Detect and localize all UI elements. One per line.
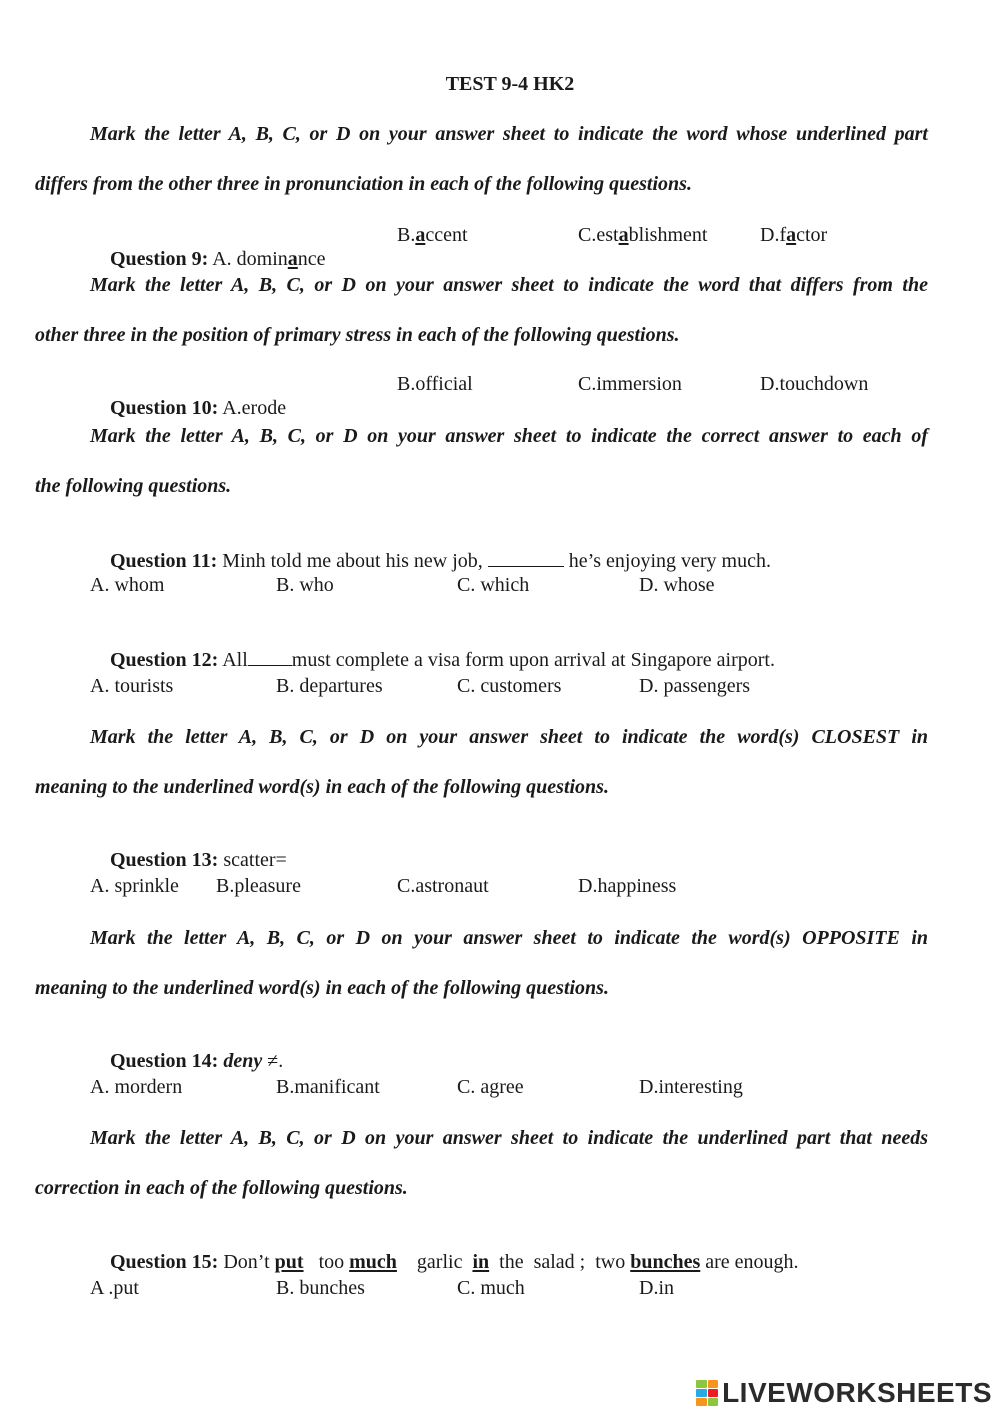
q12-option-c[interactable]: C. customers: [457, 675, 562, 697]
q9-option-d-pre: D.f: [760, 224, 787, 246]
q9-option-b-pre: B.: [397, 224, 416, 246]
instruction-opposite-line1: Mark the letter A, B, C, or D on your answer sheet to indicate the word(s) OPPOSITE in: [90, 927, 928, 949]
q14-option-c[interactable]: C. agree: [457, 1076, 524, 1098]
instruction-correction-line2: correction in each of the following questions.: [35, 1177, 408, 1199]
q9-option-b-post: ccent: [425, 224, 468, 246]
q15-text-2: too: [303, 1251, 350, 1273]
q11-option-c[interactable]: C. which: [457, 574, 530, 596]
q15-text-5: are enough.: [700, 1251, 799, 1273]
q10-option-c[interactable]: C.immersion: [578, 373, 682, 395]
q12-stem-pre: All: [218, 649, 248, 671]
q15-underlined-a: put: [274, 1251, 304, 1273]
q9-option-d-underlined: a: [786, 224, 797, 246]
question-14-label: Question 14:: [110, 1050, 219, 1072]
instruction-stress-line1: Mark the letter A, B, C, or D on your answer sheet to indicate the word that differs from the: [90, 274, 928, 296]
question-11-label: Question 11:: [110, 550, 218, 572]
page-title: TEST 9-4 HK2: [445, 73, 575, 95]
q9-option-a-underlined: a: [287, 248, 298, 270]
q9-option-d-post: ctor: [796, 224, 828, 246]
instruction-closest-line1: Mark the letter A, B, C, or D on your answer sheet to indicate the word(s) CLOSEST in: [90, 726, 928, 748]
q10-option-d[interactable]: D.touchdown: [760, 373, 869, 395]
instruction-correct-answer-line2: the following questions.: [35, 475, 232, 497]
q9-option-d[interactable]: [760, 223, 827, 247]
instruction-correction-line1: Mark the letter A, B, C, or D on your answer sheet to indicate the underlined part that needs: [90, 1127, 928, 1149]
q9-option-c[interactable]: [578, 223, 707, 247]
q12-answer-blank[interactable]: [248, 647, 292, 666]
q14-option-d[interactable]: D.interesting: [639, 1076, 743, 1098]
q11-answer-blank[interactable]: [488, 548, 564, 567]
q9-option-a-post: nce: [297, 248, 326, 270]
liveworksheets-logo-icon: [696, 1380, 718, 1406]
q15-underlined-b: bunches: [630, 1251, 701, 1273]
q15-option-d[interactable]: D.in: [639, 1277, 674, 1299]
q9-option-b[interactable]: [397, 223, 468, 247]
instruction-pronunciation-line2: differs from the other three in pronunciation in each of the following questions.: [35, 173, 692, 195]
question-9-label: Question 9:: [110, 248, 209, 270]
question-10-label: Question 10:: [110, 397, 219, 419]
instruction-stress-line2: other three in the position of primary stress in each of the following questions.: [35, 324, 680, 346]
liveworksheets-logo: [696, 1377, 992, 1409]
q14-stem-rest: ≠.: [262, 1050, 284, 1072]
q15-option-b[interactable]: B. bunches: [276, 1277, 365, 1299]
q9-option-c-underlined: a: [618, 224, 629, 246]
q13-stem: scatter=: [218, 849, 287, 871]
q12-option-b[interactable]: B. departures: [276, 675, 383, 697]
question-15: [90, 1226, 799, 1298]
q9-option-c-post: blishment: [628, 224, 708, 246]
q12-option-d[interactable]: D. passengers: [639, 675, 751, 697]
q11-option-d[interactable]: D. whose: [639, 574, 715, 596]
q14-option-b[interactable]: B.manificant: [276, 1076, 380, 1098]
q14-stem-word: deny: [218, 1050, 263, 1072]
q15-text-1: Don’t: [218, 1251, 275, 1273]
q11-stem-pre: Minh told me about his new job,: [217, 550, 488, 572]
question-12-label: Question 12:: [110, 649, 219, 671]
q11-option-a[interactable]: A. whom: [90, 574, 165, 596]
q11-stem-post: he’s enjoying very much.: [563, 550, 771, 572]
q15-text-4: the salad ; two: [489, 1251, 631, 1273]
q13-option-d[interactable]: D.happiness: [578, 875, 677, 897]
q15-text-3: garlic: [396, 1251, 473, 1273]
q15-underlined-d: in: [472, 1251, 490, 1273]
instruction-opposite-line2: meaning to the underlined word(s) in each of the following questions.: [35, 977, 609, 999]
q13-option-b[interactable]: B.pleasure: [216, 875, 301, 897]
instruction-closest-line2: meaning to the underlined word(s) in each of the following questions.: [35, 776, 609, 798]
q14-option-a[interactable]: A. mordern: [90, 1076, 183, 1098]
q13-option-a[interactable]: A. sprinkle: [90, 875, 179, 897]
question-15-label: Question 15:: [110, 1251, 219, 1273]
instruction-correct-answer-line1: Mark the letter A, B, C, or D on your answer sheet to indicate the correct answer to each of: [90, 425, 928, 447]
q10-option-b[interactable]: B.official: [397, 373, 473, 395]
q15-option-c[interactable]: C. much: [457, 1277, 525, 1299]
q9-option-b-underlined: a: [415, 224, 426, 246]
liveworksheets-wordmark: LIVEWORKSHEETS: [722, 1377, 992, 1408]
q9-option-c-pre: C.est: [578, 224, 619, 246]
q11-option-b[interactable]: B. who: [276, 574, 334, 596]
q13-option-c[interactable]: C.astronaut: [397, 875, 489, 897]
q15-option-a[interactable]: A .put: [90, 1277, 139, 1299]
q10-option-a[interactable]: A.erode: [218, 397, 287, 419]
q12-option-a[interactable]: A. tourists: [90, 675, 174, 697]
instruction-pronunciation-line1: Mark the letter A, B, C, or D on your answer sheet to indicate the word whose underlined part: [90, 123, 928, 145]
question-13-label: Question 13:: [110, 849, 219, 871]
q15-underlined-c: much: [349, 1251, 397, 1273]
q12-stem-post: must complete a visa form upon arrival at Singapore airport.: [291, 649, 775, 671]
q9-option-a-pre: A. domin: [208, 248, 288, 270]
